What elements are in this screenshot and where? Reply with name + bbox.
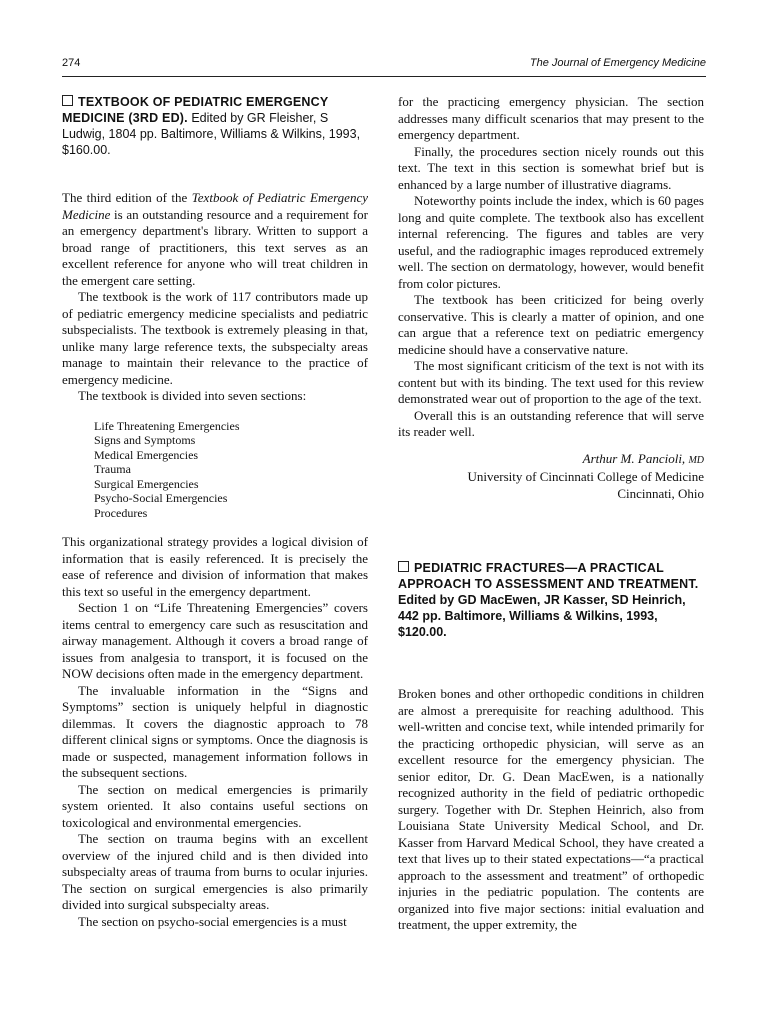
review1-title: TEXTBOOK OF PEDIATRIC EMERGENCY MEDICINE (3RD ED). <box>62 95 329 125</box>
book-title-italic: Textbook of Pediatric Emergency Medicine <box>62 190 368 222</box>
list-item: Procedures <box>94 505 148 520</box>
reviewer-signature <box>398 451 704 503</box>
list-item: Psycho-Social Emergencies <box>94 491 228 505</box>
review1-heading <box>62 94 368 158</box>
running-head: The Journal of Emergency Medicine <box>529 57 706 69</box>
list-item: Trauma <box>94 462 131 476</box>
review1-citation: Edited by GR Fleisher, S Ludwig, 1804 pp. Baltimore, Williams & Wilkins, 1993, $160.00. <box>62 111 361 157</box>
checkbox-square-icon <box>398 561 409 572</box>
page-number: 274 <box>62 57 81 69</box>
review1-paragraph: The invaluable information in the “Signs and Symptoms” section is uniquely helpful in diagnostic dilemmas. It covers the diagnostic approach to 78 different clinical signs or symptoms. Once the diagnosis is made or suspected, management information follows in the subsequent sections. <box>62 682 368 780</box>
review1-paragraph: The section on psycho-social emergencies is a must <box>78 913 347 929</box>
review1-paragraph: The third edition of the Textbook of Pediatric Emergency Medicine is an outstanding resource and a requirement for an emergency department's library. Written to support a broad range of practitioners, this text serves as an excellent reference for anyone who will treat children in the emergent care setting. <box>62 190 368 288</box>
list-item: Surgical Emergencies <box>94 476 199 491</box>
list-item: Life Threatening Emergencies <box>94 418 240 433</box>
review1-paragraph: The most significant criticism of the text is not with its content but with its binding. The text used for this review demonstrated wear out of proportion to the age of the text. <box>398 358 704 406</box>
review1-paragraph: Finally, the procedures section nicely rounds out this text. The text in this section is somewhat brief but is enhanced by a large number of illustrative diagrams. <box>398 143 704 192</box>
right-column <box>398 94 704 934</box>
header-rule <box>62 76 706 77</box>
review2-heading <box>398 560 704 640</box>
review1-paragraph: for the practicing emergency physician. The section addresses many difficult scenarios that may present to the emergency department. <box>398 94 704 142</box>
list-item: Medical Emergencies <box>94 447 199 462</box>
reviewer-location: Cincinnati, Ohio <box>617 485 704 501</box>
review2-title: PEDIATRIC FRACTURES—A PRACTICAL APPROACH TO ASSESSMENT AND TREATMENT. <box>398 561 699 591</box>
review1-paragraph: Section 1 on “Life Threatening Emergencies” covers items central to emergency care such as resuscitation and airway management. Although it covers a broad range of issues from analgesia to transport, it is focused on the NOW decisions often made in the emergency department. <box>62 600 368 681</box>
review2-citation: Edited by GD MacEwen, JR Kasser, SD Heinrich, 442 pp. Baltimore, Williams & Wilkins, 1993, $120.00. <box>398 593 686 639</box>
review1-paragraph: The textbook has been criticized for being overly conservative. This is clearly a matter of opinion, and one can argue that a reference text on pediatric emergency medicine should have a conservative nature. <box>398 292 704 357</box>
review2-paragraph: Broken bones and other orthopedic conditions in children are almost a prerequisite for reaching adulthood. This well-written and concise text, while intended primarily for the practicing orthopedic physician, will serve as an excellent resource for the emergency physician. The senior editor, Dr. G. Dean MacEwen, is a nationally recognized authority in the field of pediatric orthopedic surgery. Together with Dr. Stephen Heinrich, also from Louisiana State University Medical School, and Dr. Kasser from Harvard Medical School, they have created a text that lives up to their stated expectations—“a practical approach to the assessment and treatment” of orthopedic injuries in the pediatric population. The contents are organized into five major sections: initial evaluation and treatment, the upper extremity, the <box>398 686 704 932</box>
section-list <box>94 419 368 521</box>
review1-paragraph: The textbook is the work of 117 contributors made up of pediatric emergency medicine specialists and pediatric subspecialists. The textbook is extremely pleasing in that, unlike many large reference texts, the subspecialty areas manage to maintain their relevance to the practice of emergency medicine. <box>62 289 368 387</box>
reviewer-affiliation: University of Cincinnati College of Medicine <box>467 469 704 484</box>
checkbox-square-icon <box>62 95 73 106</box>
review1-paragraph: The textbook is divided into seven sections: <box>78 388 307 403</box>
reviewer-name: Arthur M. Pancioli, <box>582 450 686 466</box>
list-item: Signs and Symptoms <box>94 433 196 447</box>
reviewer-degree: MD <box>688 454 704 466</box>
review1-paragraph: The section on medical emergencies is primarily system oriented. It also contains useful sections on toxicological and environmental emergencies. <box>62 781 368 830</box>
review1-paragraph: The section on trauma begins with an excellent overview of the injured child and is then divided into subspecialty areas of trauma from burns to ocular injuries. The section on surgical emergencies is also primarily divided into surgical subspecialty areas. <box>62 831 368 912</box>
review1-paragraph: This organizational strategy provides a logical division of information that is easily referenced. It is precisely the ease of reference and division of information that makes this text so useful in the emergency department. <box>62 534 368 599</box>
review1-paragraph: Overall this is an outstanding reference that will serve its reader well. <box>398 407 704 439</box>
left-column <box>62 94 368 930</box>
review1-paragraph: Noteworthy points include the index, which is 60 pages long and quite complete. The textbook also has excellent internal referencing. The figures and tables are very useful, and the radiographic images reproduced extremely well. The section on dermatology, however, would benefit from color pictures. <box>398 193 704 291</box>
